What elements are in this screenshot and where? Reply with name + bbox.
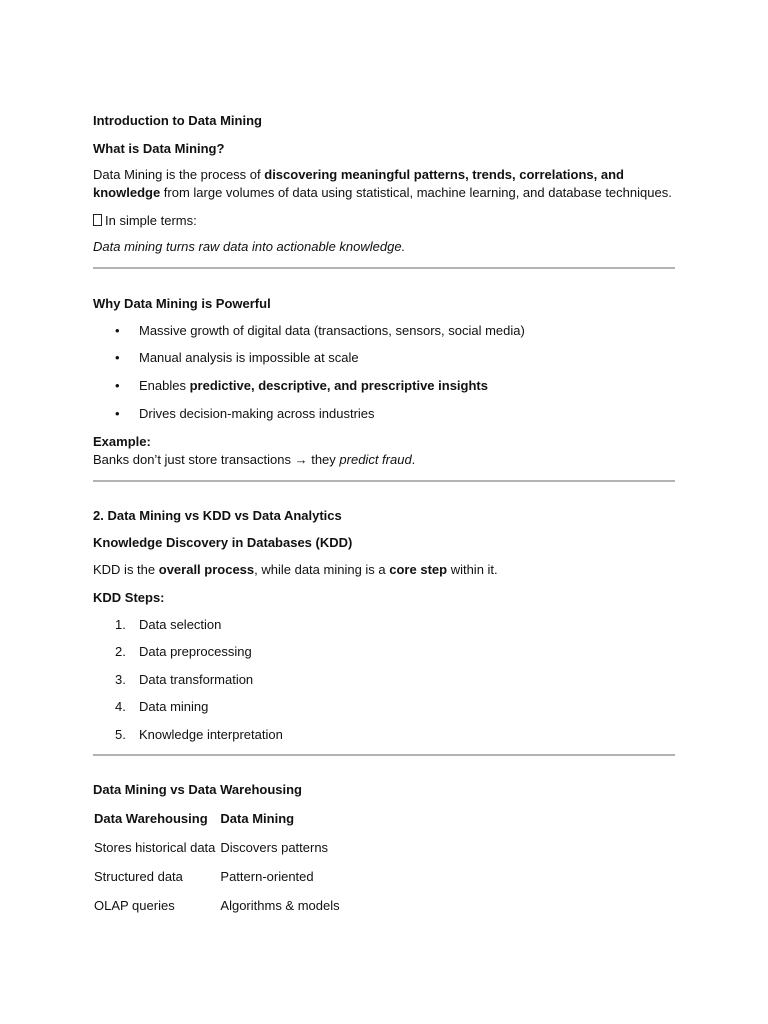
step-text: Data preprocessing [139, 644, 252, 659]
definition-emphasis: discovering meaningful patterns, trends, correlations, and knowledge [93, 167, 624, 200]
step-text: Knowledge interpretation [139, 727, 283, 742]
list-item-text: Enables [139, 378, 190, 393]
list-item [93, 726, 675, 744]
kdd-desc-emphasis-2: core step [389, 562, 448, 577]
definition-paragraph [93, 166, 675, 202]
bullet-marker: • [115, 406, 120, 421]
table-cell: Discovers patterns [220, 840, 329, 855]
kdd-steps-list [93, 616, 675, 744]
bullet-marker: • [115, 378, 120, 393]
list-item-text: Massive growth of digital data (transactions, sensors, social media) [139, 323, 525, 338]
bullet-marker: • [115, 323, 120, 338]
warehousing-heading: Data Mining vs Data Warehousing [93, 782, 302, 797]
table-row [93, 891, 344, 920]
comparison-table [93, 804, 344, 920]
list-item-text: Drives decision-making across industries [139, 406, 375, 421]
list-item-emphasis: predictive, descriptive, and prescriptive insights [189, 378, 488, 393]
powerful-heading: Why Data Mining is Powerful [93, 296, 271, 311]
step-text: Data selection [139, 617, 222, 632]
kdd-description [93, 561, 675, 579]
kdd-desc-emphasis-1: overall process [158, 562, 255, 577]
list-item [93, 643, 675, 661]
list-item [93, 671, 675, 689]
section-divider [93, 480, 675, 482]
definition-text-end: from large volumes of data using statistical, machine learning, and database techniques. [160, 185, 672, 200]
table-cell: Stores historical data [94, 840, 216, 855]
powerful-bullet-list [93, 322, 675, 423]
table-header-cell: Data Warehousing [94, 811, 208, 826]
list-item [93, 377, 675, 395]
simple-terms-label: In simple terms: [105, 213, 197, 228]
section-divider [93, 267, 675, 269]
step-number: 5. [115, 727, 126, 742]
table-cell: Algorithms & models [220, 898, 340, 913]
table-cell: Pattern-oriented [220, 869, 314, 884]
step-number: 1. [115, 617, 126, 632]
simple-terms-line [93, 212, 675, 230]
step-number: 2. [115, 644, 126, 659]
table-cell: Structured data [94, 869, 183, 884]
table-cell: OLAP queries [94, 898, 175, 913]
step-text: Data transformation [139, 672, 254, 687]
document-page [93, 112, 675, 920]
kdd-subheading: Knowledge Discovery in Databases (KDD) [93, 535, 353, 550]
step-text: Data mining [139, 699, 209, 714]
example-text [93, 451, 675, 469]
table-row [93, 862, 344, 891]
kdd-desc-end: within it. [447, 562, 498, 577]
example-emphasis: predict fraud [339, 452, 412, 467]
step-number: 4. [115, 699, 126, 714]
intro-heading: Introduction to Data Mining [93, 113, 262, 128]
list-item [93, 405, 675, 423]
kdd-heading: 2. Data Mining vs KDD vs Data Analytics [93, 508, 342, 523]
example-text-end: . [411, 452, 416, 467]
lightbulb-icon [93, 214, 102, 226]
list-item-text: Manual analysis is impossible at scale [139, 350, 359, 365]
intro-subheading: What is Data Mining? [93, 141, 225, 156]
list-item [93, 698, 675, 716]
table-header-cell: Data Mining [220, 811, 295, 826]
table-header-row [93, 804, 344, 833]
kdd-desc-start: KDD is the [93, 562, 159, 577]
kdd-steps-label: KDD Steps: [93, 590, 165, 605]
example-text-start: Banks don’t just store transactions → they [93, 452, 340, 467]
list-item [93, 616, 675, 634]
simple-terms-quote: Data mining turns raw data into actionable knowledge. [93, 239, 406, 254]
definition-text-start: Data Mining is the process of [93, 167, 265, 182]
example-label: Example: [93, 434, 151, 449]
list-item [93, 349, 675, 367]
bullet-marker: • [115, 350, 120, 365]
table-row [93, 833, 344, 862]
step-number: 3. [115, 672, 126, 687]
section-divider [93, 754, 675, 756]
kdd-desc-middle: , while data mining is a [254, 562, 390, 577]
list-item [93, 322, 675, 340]
